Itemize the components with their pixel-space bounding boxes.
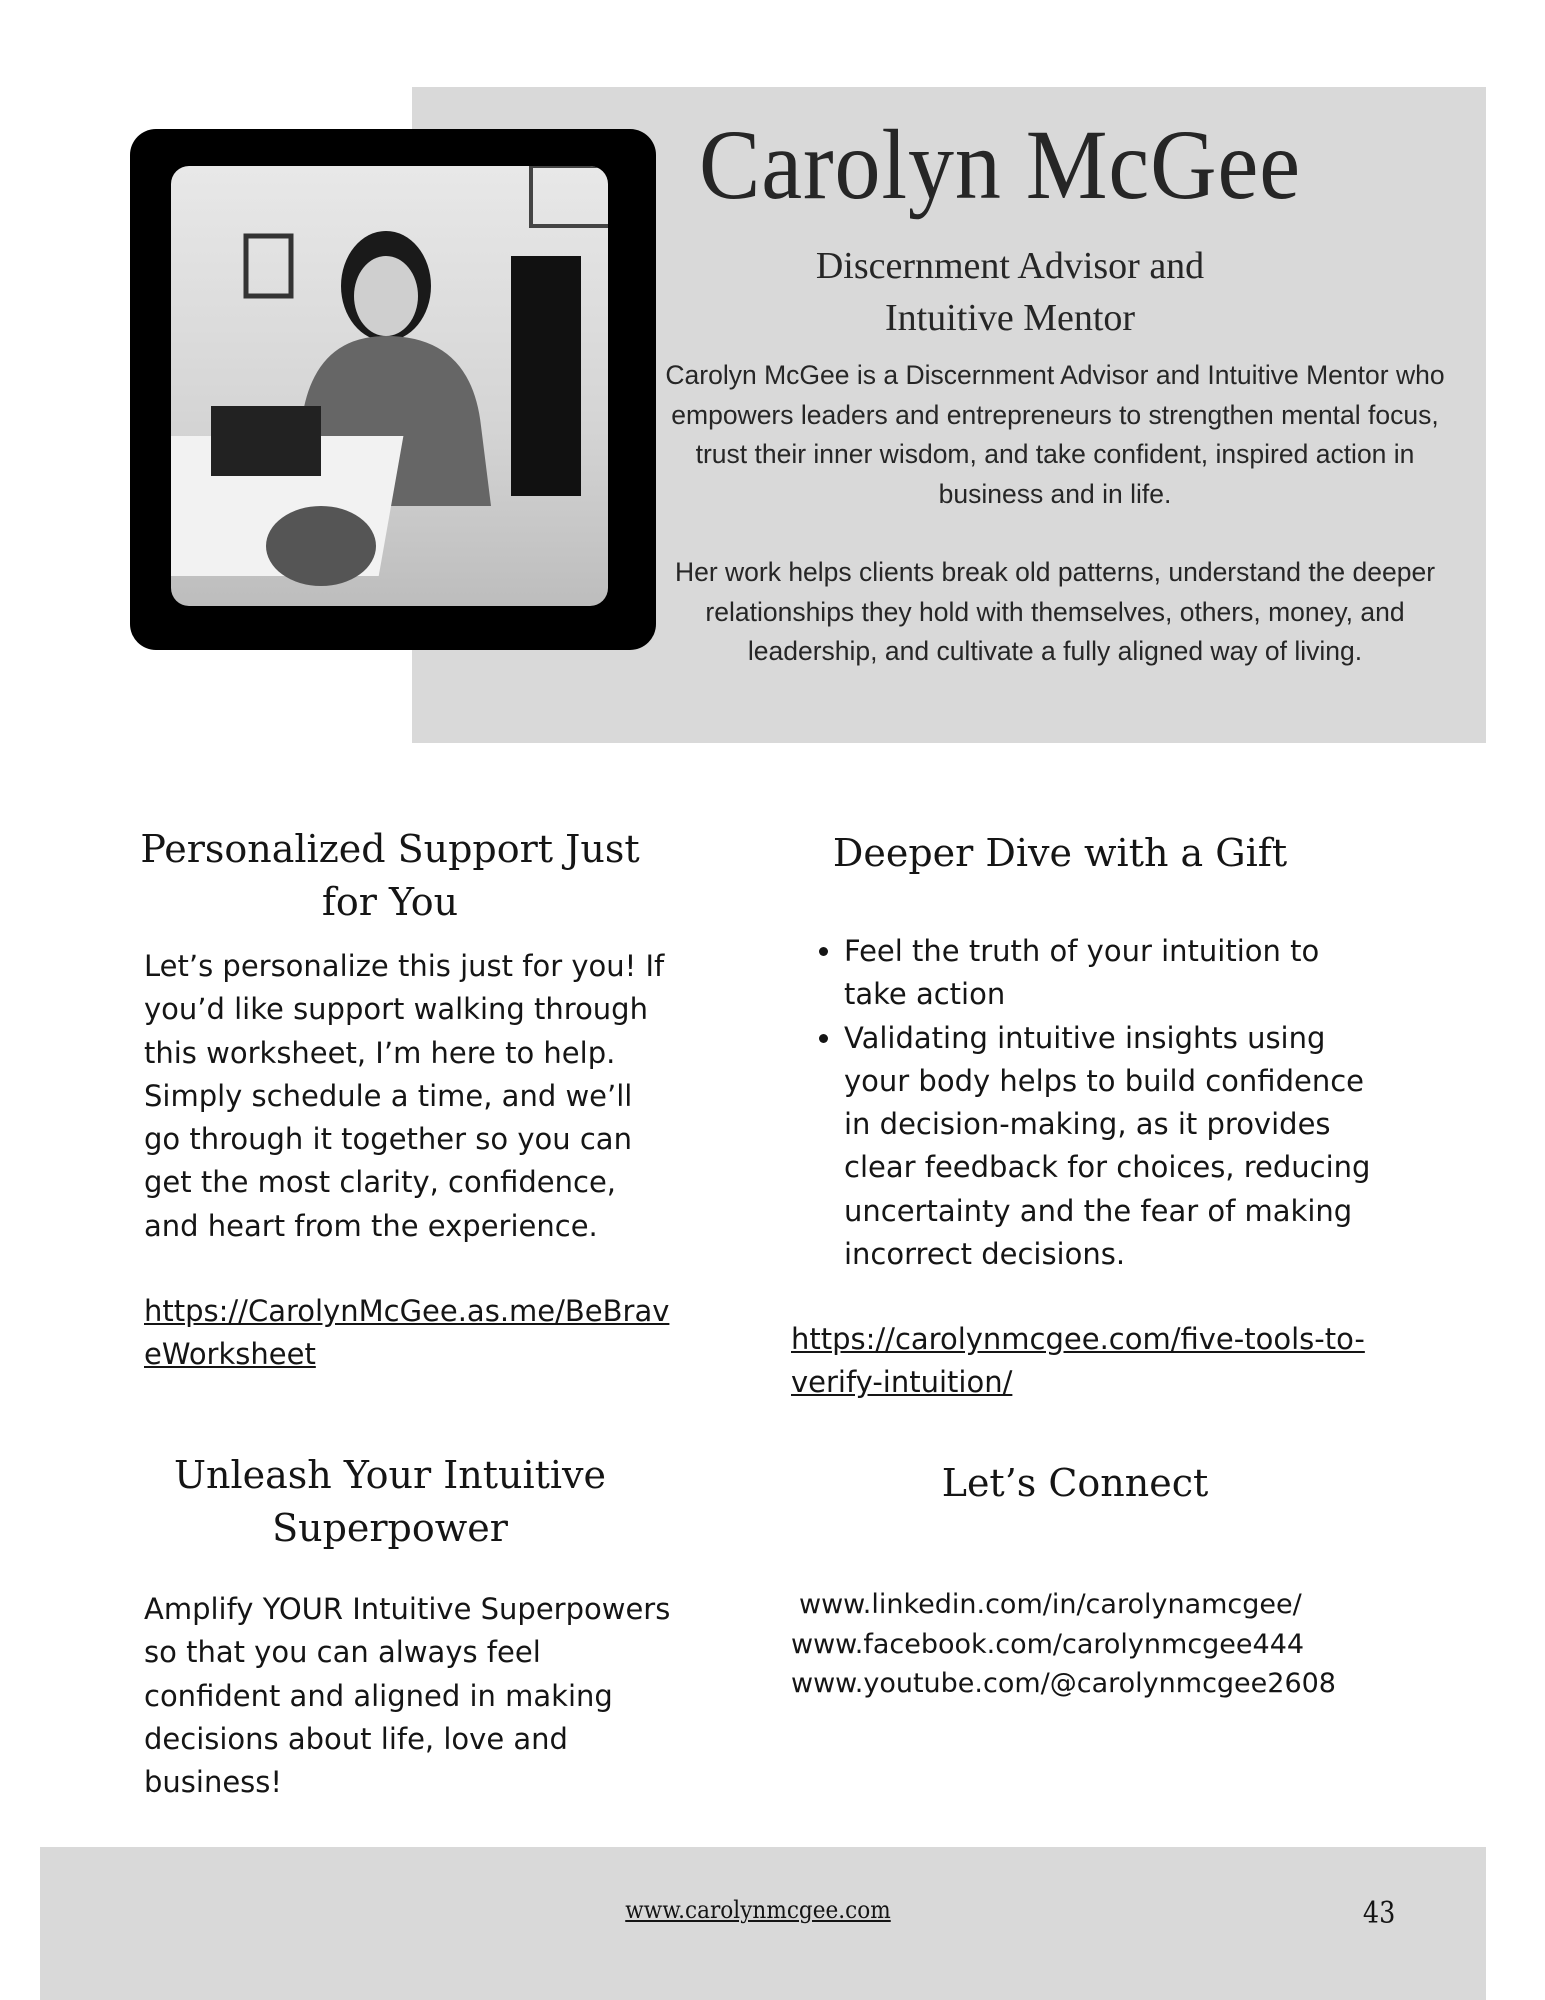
profile-photo bbox=[171, 166, 608, 606]
personalized-section bbox=[130, 823, 650, 929]
connect-heading: Let’s Connect bbox=[941, 1461, 1209, 1505]
personalized-body: Let’s personalize this just for you! If you’d like support walking through this worksheet, I’m here to help. Simply schedule a time, and we’ll go through it together so you can get the most clarity, confidence, and heart from the experience. bbox=[144, 949, 665, 1243]
superpower-section bbox=[130, 1449, 650, 1555]
intuition-tools-link[interactable]: https://carolynmcgee.com/five-tools-to-verify-intuition/ bbox=[791, 1322, 1365, 1400]
gift-bullets bbox=[792, 930, 1372, 1276]
gift-section bbox=[790, 827, 1330, 880]
title-line-1: Discernment Advisor and bbox=[815, 245, 1205, 287]
gift-bullet: • Validating intuitive insights using your body helps to build confidence in decision-making, as it provides clear feedback for choices, reducing uncertainty and the fear of making incorrect decisions. bbox=[844, 1017, 1372, 1277]
linkedin-link[interactable]: www.linkedin.com/in/carolynamcgee/ bbox=[799, 1589, 1302, 1620]
bio-paragraph-1: Carolyn McGee is a Discernment Advisor and Intuitive Mentor who empowers leaders and entrepreneurs to strengthen mental focus, trust their inner wisdom, and take confident, inspired action in business and in life. bbox=[665, 360, 1445, 509]
person-title bbox=[700, 240, 1320, 344]
social-links bbox=[791, 1585, 1336, 1704]
personalized-heading: Personalized Support Just for You bbox=[140, 827, 640, 924]
youtube-link[interactable]: www.youtube.com/@carolynmcgee2608 bbox=[791, 1668, 1336, 1699]
connect-section bbox=[800, 1457, 1350, 1510]
superpower-body: Amplify YOUR Intuitive Superpowers so that you can always feel confident and aligned in making decisions about life, love and business! bbox=[144, 1592, 671, 1800]
title-line-2: Intuitive Mentor bbox=[884, 297, 1136, 339]
facebook-link[interactable]: www.facebook.com/carolynmcgee444 bbox=[791, 1628, 1305, 1660]
gift-bullet: • Feel the truth of your intuition to take action bbox=[844, 930, 1372, 1017]
footer-website-link[interactable]: www.carolynmcgee.com bbox=[625, 1896, 891, 1924]
booking-link[interactable]: https://CarolynMcGee.as.me/BeBraveWorksheet bbox=[144, 1294, 670, 1372]
bio-paragraph-2: Her work helps clients break old patterns, understand the deeper relationships they hold with themselves, others, money, and leadership, and cultivate a fully aligned way of living. bbox=[674, 557, 1436, 666]
gift-heading: Deeper Dive with a Gift bbox=[832, 831, 1288, 875]
page-number: 43 bbox=[1362, 1896, 1396, 1931]
person-name: Carolyn McGee bbox=[698, 109, 1302, 220]
portrait-illustration bbox=[171, 166, 608, 606]
superpower-heading: Unleash Your Intuitive Superpower bbox=[174, 1453, 606, 1550]
